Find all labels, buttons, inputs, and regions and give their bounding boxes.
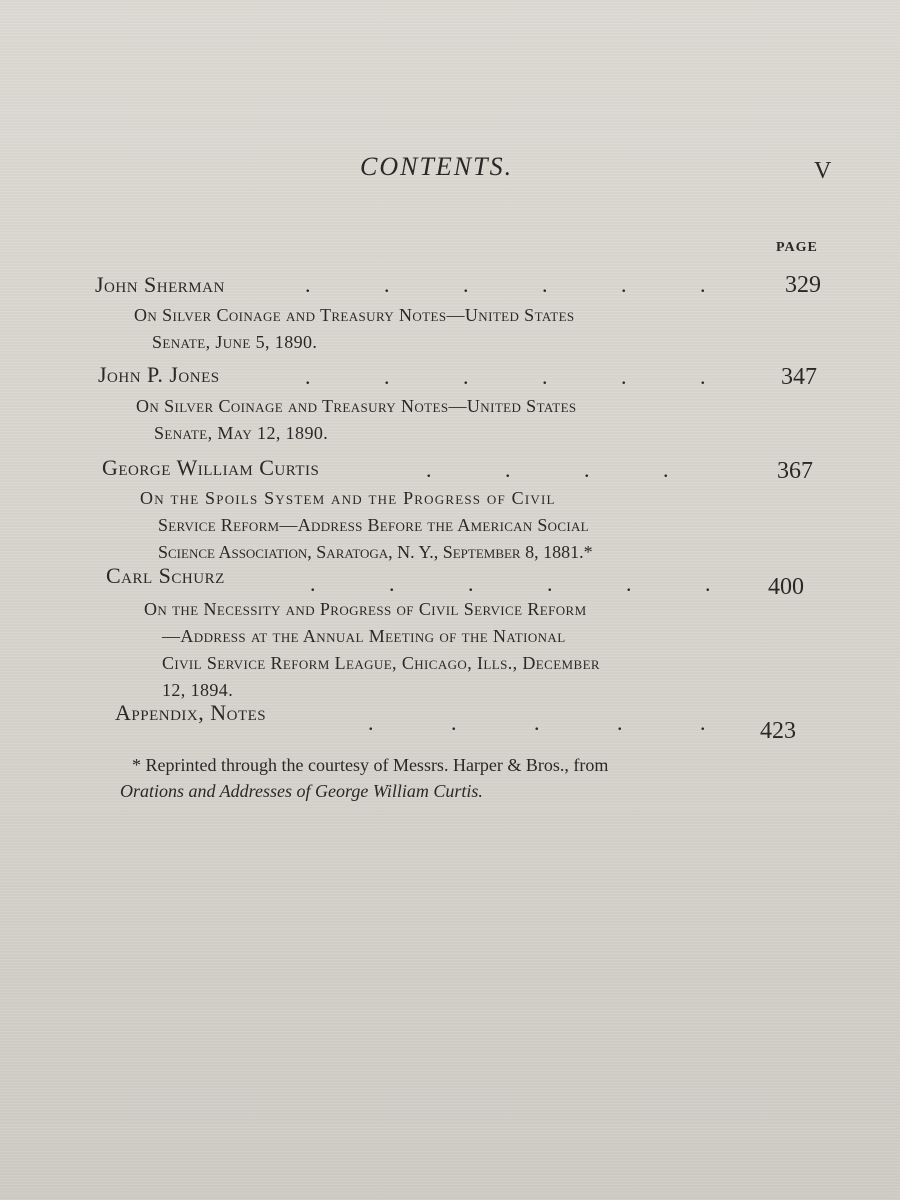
leader-dots: . . . . . . bbox=[305, 272, 740, 297]
leader-dots: . . . . . bbox=[368, 710, 742, 735]
entry-author: John P. Jones bbox=[98, 362, 220, 387]
entry-page-number: 367 bbox=[777, 458, 813, 484]
description-line: 12, 1894. bbox=[162, 680, 234, 700]
description-line: Civil Service Reform League, Chicago, Ills., December bbox=[162, 653, 600, 673]
footnote bbox=[120, 752, 608, 804]
entry-author: John Sherman bbox=[95, 272, 225, 297]
description-line: —Address at the Annual Meeting of the National bbox=[162, 626, 566, 646]
description-line: On the Spoils System and the Progress of Civil bbox=[140, 488, 556, 508]
leader-dots: . . . . bbox=[426, 457, 703, 482]
entry-page-number: 347 bbox=[781, 364, 817, 390]
entry-author: Carl Schurz bbox=[106, 563, 225, 588]
entry-description bbox=[144, 596, 600, 704]
page-number: V bbox=[814, 158, 832, 184]
description-line: On the Necessity and Progress of Civil Service Reform bbox=[144, 599, 587, 619]
description-line: Science Association, Saratoga, N. Y., September 8, 1881.* bbox=[158, 542, 593, 562]
footnote-source: Orations and Addresses of George William Curtis. bbox=[120, 781, 483, 801]
description-line: Senate, June 5, 1890. bbox=[152, 332, 318, 352]
description-line: On Silver Coinage and Treasury Notes—United States bbox=[136, 396, 577, 416]
entry-author: Appendix, Notes bbox=[115, 700, 267, 725]
entry-author: George William Curtis bbox=[102, 455, 320, 480]
entry-description bbox=[140, 485, 593, 566]
leader-dots: . . . . . . bbox=[305, 364, 740, 389]
page-title: CONTENTS. bbox=[360, 152, 514, 181]
leader-dots: . . . . . . bbox=[310, 571, 745, 596]
entry-description bbox=[136, 393, 577, 447]
entry-page-number: 423 bbox=[760, 718, 796, 744]
entry-page-number: 400 bbox=[768, 574, 804, 600]
entry-page-number: 329 bbox=[785, 272, 821, 298]
description-line: Senate, May 12, 1890. bbox=[154, 423, 329, 443]
description-line: On Silver Coinage and Treasury Notes—United States bbox=[134, 305, 575, 325]
footnote-line: * Reprinted through the courtesy of Messrs. Harper & Bros., from bbox=[132, 755, 609, 775]
entry-description bbox=[134, 302, 575, 356]
page-column-label: PAGE bbox=[776, 240, 818, 255]
description-line: Service Reform—Address Before the American Social bbox=[158, 515, 589, 535]
